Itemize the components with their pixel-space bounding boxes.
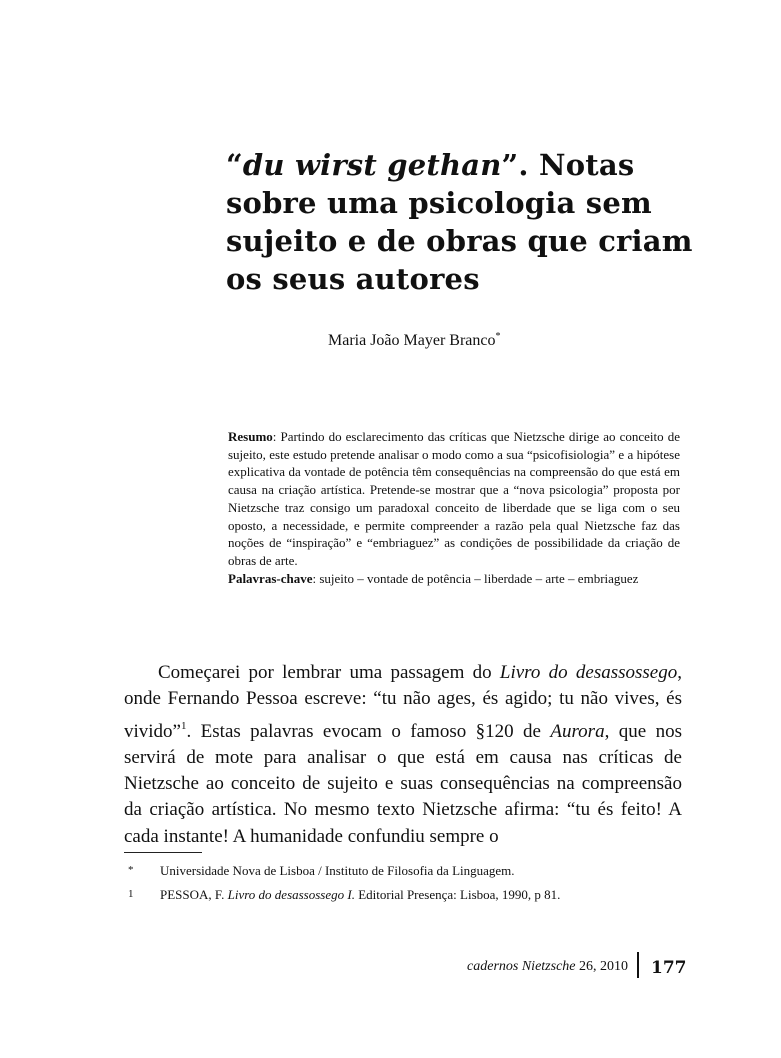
footnote-separator [124,852,202,853]
book-title-livro: Livro do desassossego [499,662,678,683]
footnote-mark: 1 [128,888,134,900]
article-title [226,146,706,298]
title-quote-open: “ [226,148,243,182]
title-line-2: sobre uma psicologia sem [226,186,652,220]
footnote-reference-1: 1 [181,719,187,732]
footnote-citation-publisher: Editorial Presença: Lisboa, 1990, p 81. [354,887,561,902]
body-part-4: , que nos servirá de mote para analisar o que está em causa nas críticas de Nietzsche ao conceito de sujeito e suas consequências na compreensão da criação artística. No mesmo texto Nietzsche afirma: “tu és feito! A cada instante! A humanidade confundiu sempre o [124,720,682,847]
title-line-3: sujeito e de obras que criam [226,224,693,258]
journal-name: cadernos Nietzsche [467,959,576,974]
author-name: Maria João Mayer Branco [328,332,496,349]
footnote-text: Universidade Nova de Lisboa / Instituto de Filosofia da Linguagem. [160,863,515,878]
body-part-1: Começarei por lembrar uma passagem do [158,662,500,683]
page-number: 177 [651,958,687,978]
footer-divider [637,952,639,978]
journal-issue: 26, 2010 [575,959,628,974]
keywords-label: Palavras-chave [228,570,313,586]
footnote-text [160,886,680,903]
running-footer [420,958,628,976]
title-italic-phrase: du wirst gethan [242,148,502,182]
body-part-3: . Estas palavras evocam o famoso §120 de [186,720,551,742]
abstract-text: : Partindo do esclarecimento das críticas que Nietzsche dirige ao conceito de sujeito, este estudo pretende analisar o modo como a sua “psicofisiologia” e a hipótese explicativa da vontade de potência têm consequências na compreensão do que está em causa na criação artística. Pretende-se mostrar que a “nova psicologia” proposta por Nietzsche traz consigo um paradoxal conceito de liberdade que se liga com o seu oposto, a necessidade, e permite compreender a razão pela qual Nietzsche faz das noções de “inspiração” e “embriaguez” as condições de possibilidade da criação de obras de arte. [228,429,680,568]
body-part-2: , onde Fernando Pessoa escreve: “tu não ages, és agido; tu não vives, és vivido” [124,662,682,742]
abstract-label: Resumo [228,429,273,444]
abstract-block [228,428,680,587]
book-title-aurora: Aurora [550,720,605,742]
footnote-citation-title: Livro do desassossego I. [227,887,355,902]
author-footnote-mark: * [495,331,501,342]
footnote-mark: * [128,864,134,876]
keywords-text: : sujeito – vontade de potência – liberdade – arte – embriaguez [312,570,639,586]
title-line-4: os seus autores [226,262,480,296]
footnote-citation-author: PESSOA, F. [160,887,228,902]
author-line [328,327,588,351]
title-line-1-rest: ”. Notas [501,148,635,182]
body-paragraph [124,660,682,850]
